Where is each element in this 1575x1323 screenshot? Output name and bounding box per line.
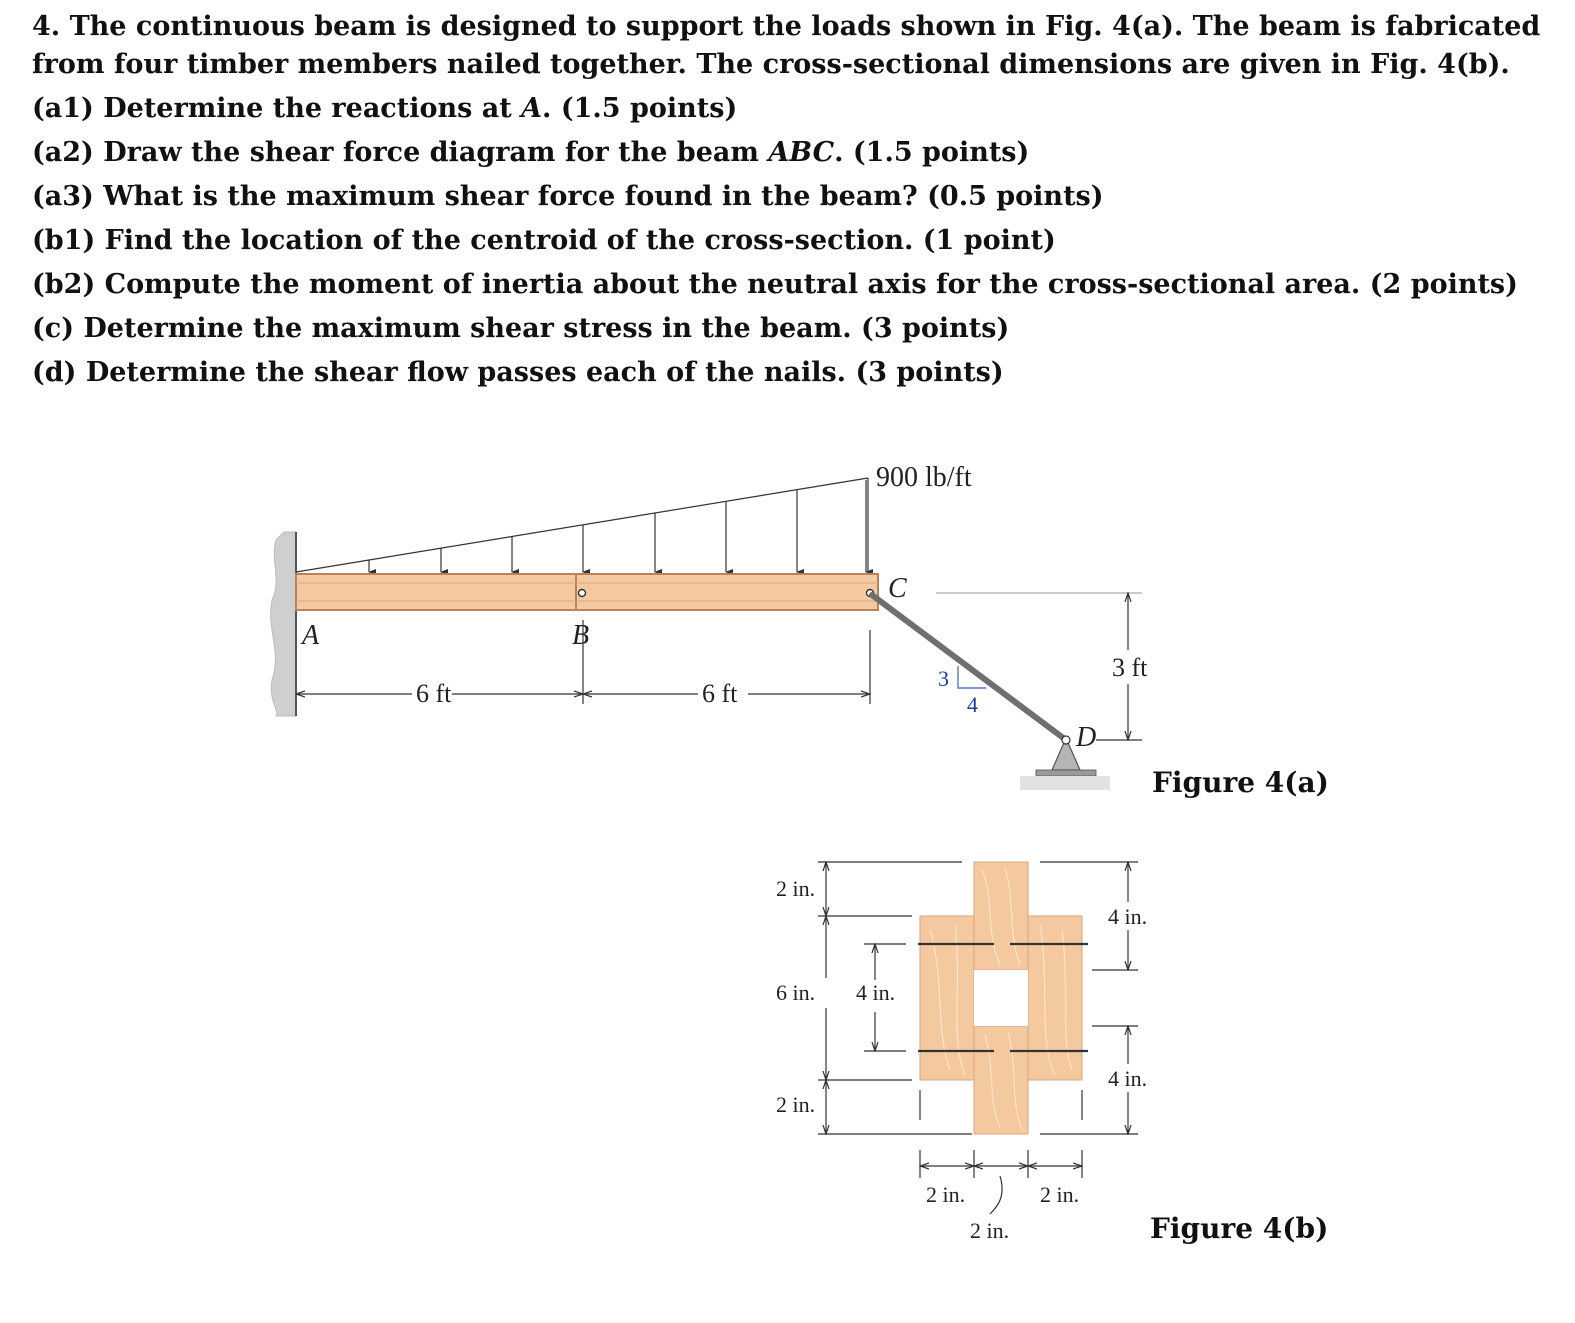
- hinge-b: [579, 590, 586, 597]
- bottom-member: [974, 1026, 1028, 1134]
- cross-section: [918, 862, 1088, 1134]
- span-dimensions: [296, 620, 870, 704]
- question-text: (a1) Determine the reactions at: [32, 93, 522, 124]
- dim-width-center-label: 2 in.: [970, 1218, 1010, 1243]
- label-a: A: [302, 620, 320, 651]
- pin-support-d: [1020, 736, 1110, 790]
- figure-4a-caption: Figure 4(a): [1152, 766, 1329, 799]
- dim-inner-label: 4 in.: [856, 980, 896, 1005]
- hollow-core: [974, 970, 1028, 1026]
- strut-cd: [872, 595, 1066, 740]
- label-d: D: [1076, 722, 1097, 753]
- question-text: (b2) Compute the moment of inertia about the neutral axis for the cross-sectional area. (2 points): [32, 269, 1518, 300]
- load-line: [296, 478, 868, 572]
- dim-width-left-label: 2 in.: [926, 1182, 966, 1207]
- label-c: C: [888, 573, 907, 604]
- beam-bc: [576, 574, 878, 610]
- dim-bottom-label: 2 in.: [776, 1092, 816, 1117]
- load-arrows: [369, 480, 866, 572]
- slope-rise-label: 3: [938, 666, 949, 691]
- dim-right-top-label: 4 in.: [1108, 904, 1148, 929]
- figure-4b-caption: Figure 4(b): [1150, 1212, 1329, 1245]
- intro-line-1: 4. The continuous beam is designed to support the loads shown in Fig. 4(a). The beam is fabricated: [32, 11, 1541, 42]
- question-points: . (1.5 points): [542, 93, 738, 124]
- intro-line-2: from four timber members nailed together. The cross-sectional dimensions are given in Fig. 4(b).: [32, 49, 1510, 80]
- fixed-wall-support: [271, 532, 296, 716]
- question-text: (d) Determine the shear flow passes each of the nails. (3 points): [32, 357, 1004, 388]
- dim-top-label: 2 in.: [776, 876, 816, 901]
- figure-4b: [776, 862, 1328, 1245]
- question-text: (a3) What is the maximum shear force found in the beam? (0.5 points): [32, 181, 1104, 212]
- slope-run-label: 4: [967, 692, 978, 717]
- figure-4a: [271, 462, 1329, 799]
- dim-right-bottom-label: 4 in.: [1108, 1066, 1148, 1091]
- beam-ab: [296, 574, 576, 610]
- question-text: (a2) Draw the shear force diagram for the beam: [32, 137, 769, 168]
- dim-mid-label: 6 in.: [776, 980, 816, 1005]
- question-text: (b1) Find the location of the centroid of the cross-section. (1 point): [32, 225, 1056, 256]
- question-points: . (1.5 points): [834, 137, 1030, 168]
- question-variable: ABC: [768, 137, 835, 168]
- height-cd-label: 3 ft: [1112, 653, 1148, 682]
- load-intensity-label: 900 lb/ft: [876, 462, 972, 493]
- span-ab-label: 6 ft: [416, 679, 452, 708]
- left-member: [920, 916, 974, 1080]
- span-bc-label: 6 ft: [702, 679, 738, 708]
- top-member: [974, 862, 1028, 970]
- label-b: B: [572, 620, 590, 651]
- right-member: [1028, 916, 1082, 1080]
- question-variable: A: [521, 93, 543, 124]
- dim-width-right-label: 2 in.: [1040, 1182, 1080, 1207]
- question-text: (c) Determine the maximum shear stress in the beam. (3 points): [32, 313, 1010, 344]
